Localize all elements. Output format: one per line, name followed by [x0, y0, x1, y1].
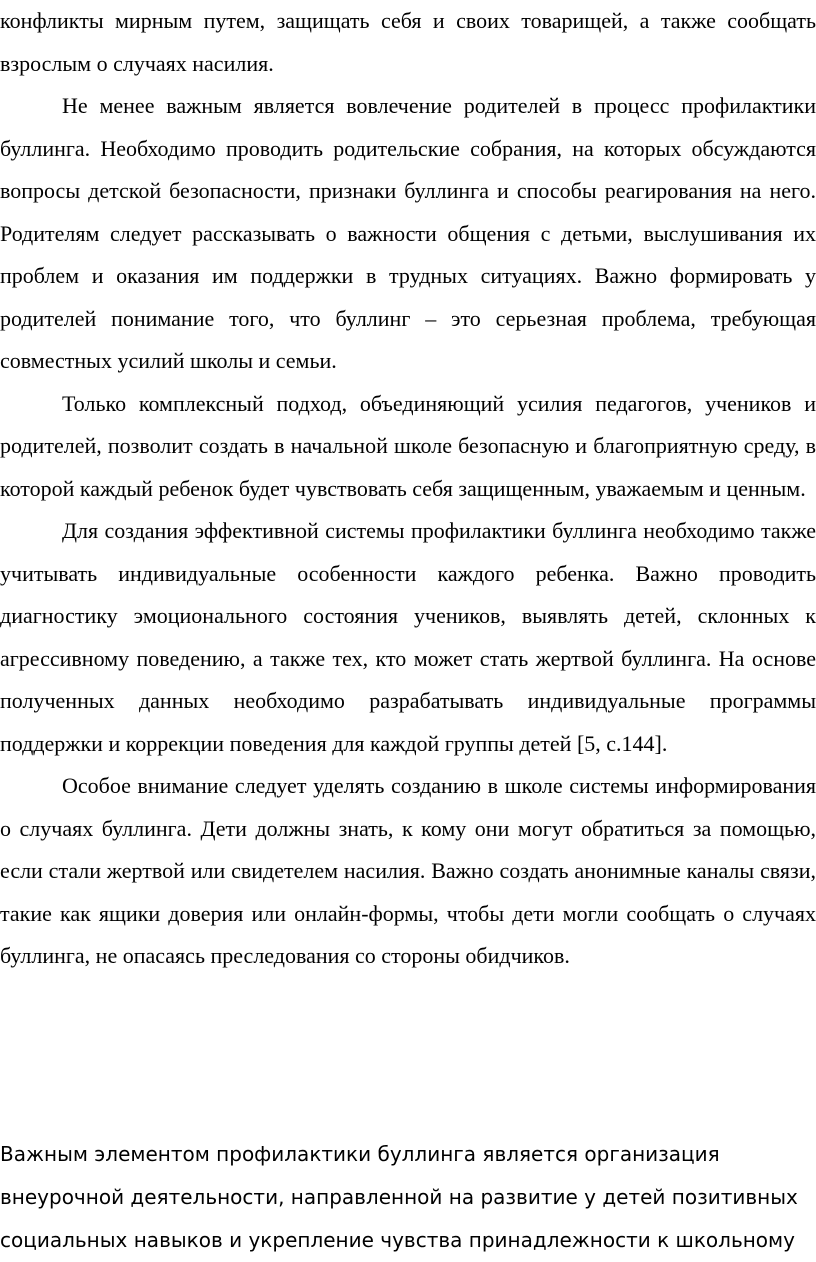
sans-line: социальных навыков и укрепление чувства принадлежности к школьному — [0, 1228, 795, 1252]
sans-line: внеурочной деятельности, направленной на развитие у детей позитивных — [0, 1185, 798, 1209]
paragraph-individual-features: Для создания эффективной системы профилактики буллинга необходимо также учитывать индивидуальные особенности каждого ребенка. Важно проводить диагностику эмоционального состояния учеников, выявлять детей, склонных к агрессивному поведению, а также тех, кто может стать жертвой буллинга. На основе полученных данных необходимо разрабатывать индивидуальные программы поддержки и коррекции поведения для каждой группы детей [5, с.144]. — [0, 518, 816, 756]
sans-line: Важным элементом профилактики буллинга является организация — [0, 1142, 720, 1166]
paragraph-continuation: конфликты мирным путем, защищать себя и своих товарищей, а также сообщать взрослым о случаях насилия. — [0, 8, 816, 76]
paragraph-complex-approach: Только комплексный подход, объединяющий усилия педагогов, учеников и родителей, позволит создать в начальной школе безопасную и благоприятную среду, в которой каждый ребенок будет чувствовать себя защищенным, уважаемым и ценным. — [0, 390, 816, 501]
paragraph-parents: Не менее важным является вовлечение родителей в процесс профилактики буллинга. Необходимо проводить родительские собрания, на которых обсуждаются вопросы детской безопасности, признаки буллинга и способы реагирования на него. Родителям следует рассказывать о важности общения с детьми, выслушивания их проблем и оказания им поддержки в трудных ситуациях. Важно формировать у родителей понимание того, что буллинг – это серьезная проблема, требующая совместных усилий школы и семьи. — [0, 93, 816, 373]
extracurricular-paragraph — [0, 1133, 816, 1262]
paragraph-informing-system: Особое внимание следует уделять созданию в школе системы информирования о случаях буллинга. Дети должны знать, к кому они могут обратиться за помощью, если стали жертвой или свидетелем насилия. Важно создать анонимные каналы связи, такие как ящики доверия или онлайн-формы, чтобы дети могли сообщать о случаях буллинга, не опасаясь преследования со стороны обидчиков. — [0, 773, 816, 968]
